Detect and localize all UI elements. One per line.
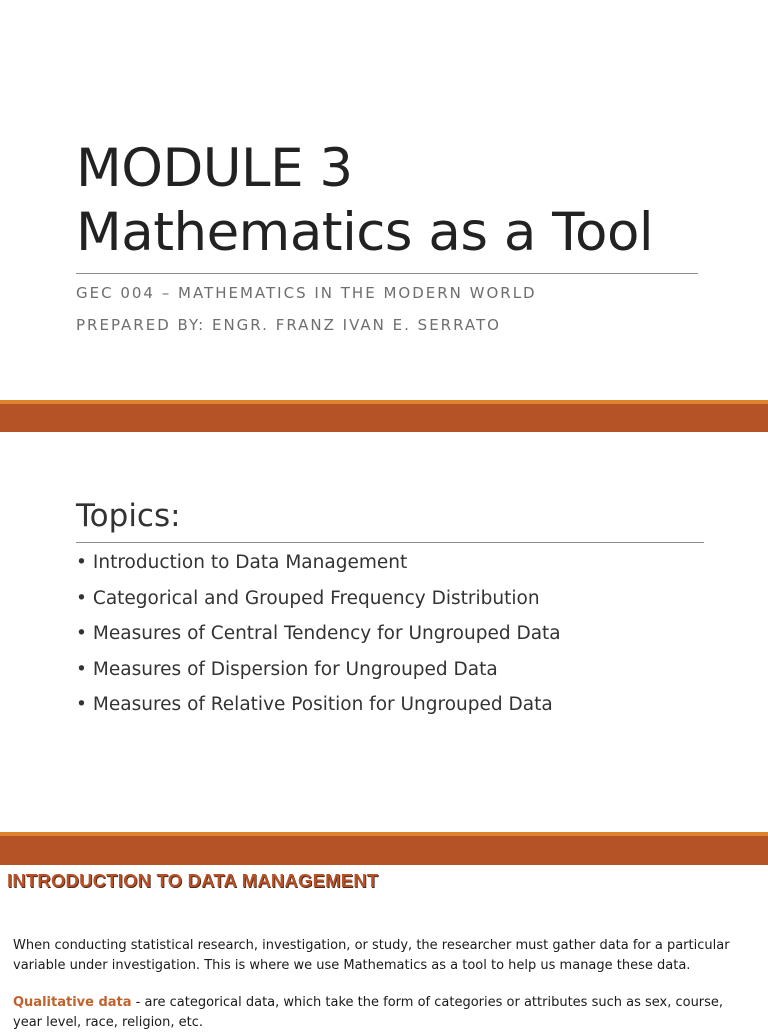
module-subject-title: Mathematics as a Tool — [76, 202, 654, 263]
topic-item — [76, 691, 561, 727]
term-definition: - are categorical data, which take the form of categories or attributes such as sex, course, year level, race, religion, etc. — [13, 995, 724, 1030]
topic-label: Measures of Dispersion for Ungrouped Data — [92, 658, 498, 680]
topic-label: Categorical and Grouped Frequency Distribution — [92, 587, 540, 609]
slide-separator-bar — [0, 400, 768, 432]
slide-separator-bar — [0, 832, 768, 865]
title-divider-line — [76, 273, 698, 274]
topics-heading: Topics: — [76, 498, 181, 534]
intro-paragraph: When conducting statistical research, investigation, or study, the researcher must gather data for a particular variable under investigation. This is where we use Mathematics as a tool to help us manage these data. — [13, 938, 730, 973]
bullet-icon: • — [76, 623, 87, 644]
topic-item — [76, 549, 561, 585]
bullet-icon: • — [76, 694, 87, 715]
topics-slide — [0, 432, 768, 832]
course-subtitle: GEC 004 – MATHEMATICS IN THE MODERN WORLD — [76, 284, 537, 302]
intro-data-management-slide — [0, 865, 768, 1030]
separator-highlight — [0, 832, 768, 836]
topic-item — [76, 585, 561, 621]
qualitative-data-definition — [13, 993, 753, 1033]
topic-label: Measures of Central Tendency for Ungrouped Data — [92, 623, 561, 644]
bullet-icon: • — [76, 587, 87, 609]
topic-item — [76, 620, 561, 656]
topic-item — [76, 656, 561, 692]
separator-highlight — [0, 400, 768, 404]
topic-label: Measures of Relative Position for Ungrouped Data — [92, 694, 553, 715]
bullet-icon: • — [76, 658, 87, 680]
topic-label: Introduction to Data Management — [92, 552, 408, 573]
author-subtitle: PREPARED BY: ENGR. FRANZ IVAN E. SERRATO — [76, 316, 501, 334]
term-label: Qualitative data — [13, 995, 132, 1010]
title-slide — [0, 0, 768, 400]
module-title: MODULE 3 — [76, 138, 353, 199]
bullet-icon: • — [76, 552, 87, 573]
topic-list — [76, 549, 561, 727]
topics-divider-line — [76, 542, 704, 543]
section-heading: INTRODUCTION TO DATA MANAGEMENT — [7, 870, 379, 891]
